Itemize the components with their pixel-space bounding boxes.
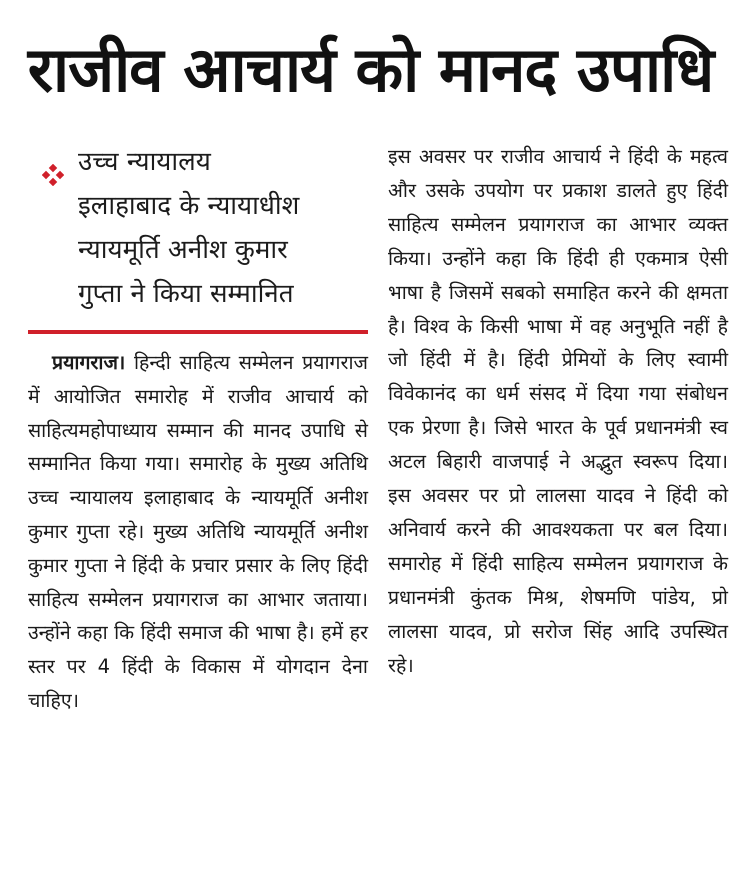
deck	[28, 140, 368, 324]
dateline: प्रयागराज।	[52, 351, 126, 374]
deck-line: इलाहाबाद के न्यायाधीश	[78, 191, 300, 221]
red-divider	[28, 330, 368, 334]
left-body-paragraph	[28, 346, 368, 718]
right-body-paragraph: इस अवसर पर राजीव आचार्य ने हिंदी के महत्व और उसके उपयोग पर प्रकाश डालते हुए हिंदी साहित्य सम्मेलन प्रयागराज का आभार व्यक्त किया। उन्होंने कहा कि हिंदी ही एकमात्र ऐसी भाषा है जिसमें सबको समाहित करने की क्षमता है। विश्व के किसी भाषा में वह अनुभूति नहीं है जो हिंदी में है। हिंदी प्रेमियों के लिए स्वामी विवेकानंद का धर्म संसद में दिया गया संबोधन एक प्रेरणा है। जिसे भारत के पूर्व प्रधानमंत्री स्व अटल बिहारी वाजपाई ने अद्भुत स्वरूप दिया। इस अवसर पर प्रो लालसा यादव ने हिंदी को अनिवार्य करने की आवश्यकता पर बल दिया। समारोह में हिंदी साहित्य सम्मेलन प्रयागराज के प्रधानमंत्री कुंतक मिश्र, शेषमणि पांडेय, प्रो लालसा यादव, प्रो सरोज सिंह आदि उपस्थित रहे।	[388, 145, 728, 677]
left-column	[28, 140, 368, 718]
left-body-text: हिन्दी साहित्य सम्मेलन प्रयागराज में आयोजित समारोह में राजीव आचार्य को साहित्यमहोपाध्याय सम्मान की मानद उपाधि से सम्मानित किया गया। समारोह के मुख्य अतिथि उच्च न्यायालय इलाहाबाद के न्यायमूर्ति अनीश कुमार गुप्ता रहे। मुख्य अतिथि न्यायमूर्ति अनीश कुमार गुप्ता ने हिंदी के प्रचार प्रसार के लिए हिंदी साहित्य सम्मेलन प्रयागराज का आभार जताया। उन्होंने कहा कि हिंदी समाज की भाषा है। हमें हर स्तर पर 4 हिंदी के विकास में योगदान देना चाहिए।	[28, 351, 369, 712]
deck-line: न्यायमूर्ति अनीश कुमार	[78, 235, 288, 265]
diamond-cluster-icon	[42, 164, 64, 186]
right-column	[388, 140, 728, 683]
deck-line: उच्च न्यायालय	[78, 147, 211, 177]
deck-line: गुप्ता ने किया सम्मानित	[78, 279, 294, 309]
headline: राजीव आचार्य को मानद उपाधि	[27, 33, 714, 106]
